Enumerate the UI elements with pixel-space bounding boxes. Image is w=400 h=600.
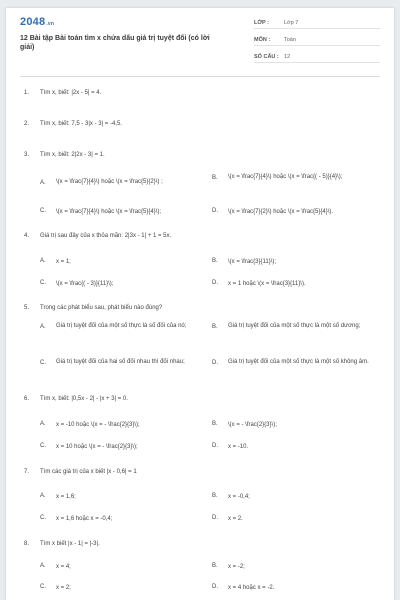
option-letter: C. bbox=[40, 359, 46, 366]
document-header bbox=[6, 8, 394, 66]
question-text: Tìm x, biết: 2|2x - 3| = 1. bbox=[40, 152, 105, 158]
option-letter: C. bbox=[40, 515, 46, 521]
question-text: Tìm x, biết: |0,5x - 2| - |x + 3| = 0. bbox=[40, 396, 128, 402]
question-text: Giá trị sau đây của x thỏa mãn: 2|3x - 1| + 1 = 5x. bbox=[40, 233, 172, 239]
option-letter: D. bbox=[212, 443, 218, 449]
option-text: x = 2. bbox=[228, 516, 243, 522]
option-letter: D. bbox=[212, 515, 218, 521]
option-letter: B. bbox=[212, 323, 218, 330]
question-number: 2. bbox=[24, 121, 30, 127]
option-d[interactable] bbox=[212, 584, 382, 593]
option-letter: A. bbox=[40, 493, 46, 499]
question-number: 8. bbox=[24, 541, 30, 547]
option-letter: A. bbox=[40, 258, 46, 264]
option-text: \(x = \frac{7}{4}\) hoặc \(x = \frac{5}{4}\); bbox=[56, 209, 162, 215]
option-letter: A. bbox=[40, 421, 46, 427]
meta-key: SỐ CÂU : bbox=[254, 53, 279, 60]
option-text: x = 2; bbox=[56, 585, 71, 591]
meta-key: LỚP : bbox=[254, 19, 269, 26]
option-letter: B. bbox=[212, 258, 218, 264]
option-text: Giá trị tuyệt đối của một số thực là một số không âm. bbox=[228, 359, 369, 365]
question-number: 7. bbox=[24, 469, 30, 475]
option-text: x = -0,4; bbox=[228, 494, 250, 500]
option-text: x = -10 hoặc \(x = - \frac{2}{3}\); bbox=[56, 422, 140, 428]
question-number: 5. bbox=[24, 305, 30, 311]
logo-text: 2048 bbox=[20, 16, 46, 28]
document-meta bbox=[254, 17, 380, 68]
question-number: 4. bbox=[24, 233, 30, 239]
meta-value: Toán bbox=[284, 36, 296, 43]
option-letter: A. bbox=[40, 323, 46, 330]
option-text: \(x = \frac{7}{2}\) hoặc \(x = \frac{5}{4}\). bbox=[228, 209, 334, 215]
option-text: x = 1,6 hoặc x = -0,4; bbox=[56, 516, 113, 522]
document-page bbox=[6, 8, 394, 600]
option-letter: D. bbox=[212, 280, 218, 286]
meta-value: Lớp 7 bbox=[284, 19, 299, 26]
option-b[interactable] bbox=[212, 258, 382, 267]
meta-row-class bbox=[254, 17, 380, 29]
option-letter: D. bbox=[212, 359, 218, 366]
option-letter: D. bbox=[212, 208, 218, 214]
option-c[interactable] bbox=[40, 443, 210, 452]
question-text: Trong các phát biểu sau, phát biểu nào đúng? bbox=[40, 305, 163, 311]
option-text: x = 1 hoặc \(x = \frac{3}{11}\). bbox=[228, 281, 306, 287]
question-number: 1. bbox=[24, 90, 30, 96]
meta-key: MÔN : bbox=[254, 36, 271, 43]
option-text: \(x = \frac{7}{4}\) hoặc \(x = \frac{5}{2}\) ; bbox=[56, 179, 163, 185]
option-text: x = -10. bbox=[228, 444, 249, 450]
logo-suffix: .vn bbox=[46, 21, 55, 27]
option-letter: B. bbox=[212, 493, 218, 499]
option-letter: C. bbox=[40, 280, 46, 286]
question-number: 6. bbox=[24, 396, 30, 402]
option-a[interactable] bbox=[40, 258, 210, 267]
option-c[interactable] bbox=[40, 584, 210, 593]
option-b[interactable] bbox=[212, 563, 382, 572]
option-a[interactable] bbox=[40, 322, 208, 331]
option-text: \(x = \frac{( - 3)}{11}\); bbox=[56, 281, 114, 287]
option-letter: A. bbox=[40, 563, 46, 569]
option-a[interactable] bbox=[40, 178, 210, 187]
option-b[interactable] bbox=[212, 322, 380, 331]
option-b[interactable] bbox=[212, 173, 382, 182]
option-a[interactable] bbox=[40, 563, 210, 572]
meta-row-count bbox=[254, 51, 380, 63]
option-text: x = 4; bbox=[56, 564, 71, 570]
document-title: 12 Bài tập Bài toán tìm x chứa dấu giá trị tuyệt đối (có lời giải) bbox=[20, 35, 210, 51]
option-letter: D. bbox=[212, 584, 218, 590]
option-text: x = 4 hoặc x = -2. bbox=[228, 585, 275, 591]
option-text: x = 1,6; bbox=[56, 494, 76, 500]
option-text: Giá trị tuyệt đối của một số thực là một số dương; bbox=[228, 323, 361, 329]
meta-value: 12 bbox=[284, 53, 291, 60]
option-c[interactable] bbox=[40, 515, 210, 524]
option-letter: B. bbox=[212, 421, 218, 427]
option-d[interactable] bbox=[212, 358, 380, 367]
option-letter: B. bbox=[212, 174, 218, 181]
option-text: \(x = \frac{7}{4}\) hoặc \(x = \frac{( - 5)}{4}\); bbox=[228, 174, 343, 180]
option-letter: B. bbox=[212, 563, 218, 569]
option-c[interactable] bbox=[40, 208, 210, 217]
option-c[interactable] bbox=[40, 358, 208, 367]
option-b[interactable] bbox=[212, 421, 382, 430]
option-text: x = 10 hoặc \(x = - \frac{2}{3}\); bbox=[56, 444, 138, 450]
option-text: Giá trị tuyệt đối của một số thực là số đối của nó; bbox=[56, 323, 187, 329]
option-c[interactable] bbox=[40, 280, 210, 289]
option-d[interactable] bbox=[212, 208, 382, 217]
option-letter: C. bbox=[40, 208, 46, 214]
option-a[interactable] bbox=[40, 421, 210, 430]
option-text: Giá trị tuyệt đối của hai số đối nhau thì đối nhau; bbox=[56, 359, 185, 365]
option-a[interactable] bbox=[40, 493, 210, 502]
meta-row-subject bbox=[254, 34, 380, 46]
site-logo[interactable] bbox=[20, 16, 54, 28]
option-text: x = -2; bbox=[228, 564, 245, 570]
option-letter: A. bbox=[40, 179, 46, 186]
question-text: Tìm x, biết: 7,5 - 3|x - 3| = -4,5. bbox=[40, 121, 122, 127]
option-d[interactable] bbox=[212, 515, 382, 524]
option-d[interactable] bbox=[212, 280, 382, 289]
option-text: x = 1; bbox=[56, 259, 71, 265]
option-b[interactable] bbox=[212, 493, 382, 502]
question-text: Tìm các giá trị của x biết |x - 0,6| = 1 bbox=[40, 469, 137, 475]
option-text: \(x = - \frac{2}{3}\); bbox=[228, 422, 277, 428]
header-divider bbox=[20, 76, 380, 77]
option-d[interactable] bbox=[212, 443, 382, 452]
question-text: Tìm x biết |x - 1| = |-3|. bbox=[40, 541, 100, 547]
question-text: Tìm x, biết: |2x - 5| = 4. bbox=[40, 90, 102, 96]
question-number: 3. bbox=[24, 152, 30, 158]
option-text: \(x = \frac{3}{11}\); bbox=[228, 259, 277, 265]
option-letter: C. bbox=[40, 584, 46, 590]
option-letter: C. bbox=[40, 443, 46, 449]
